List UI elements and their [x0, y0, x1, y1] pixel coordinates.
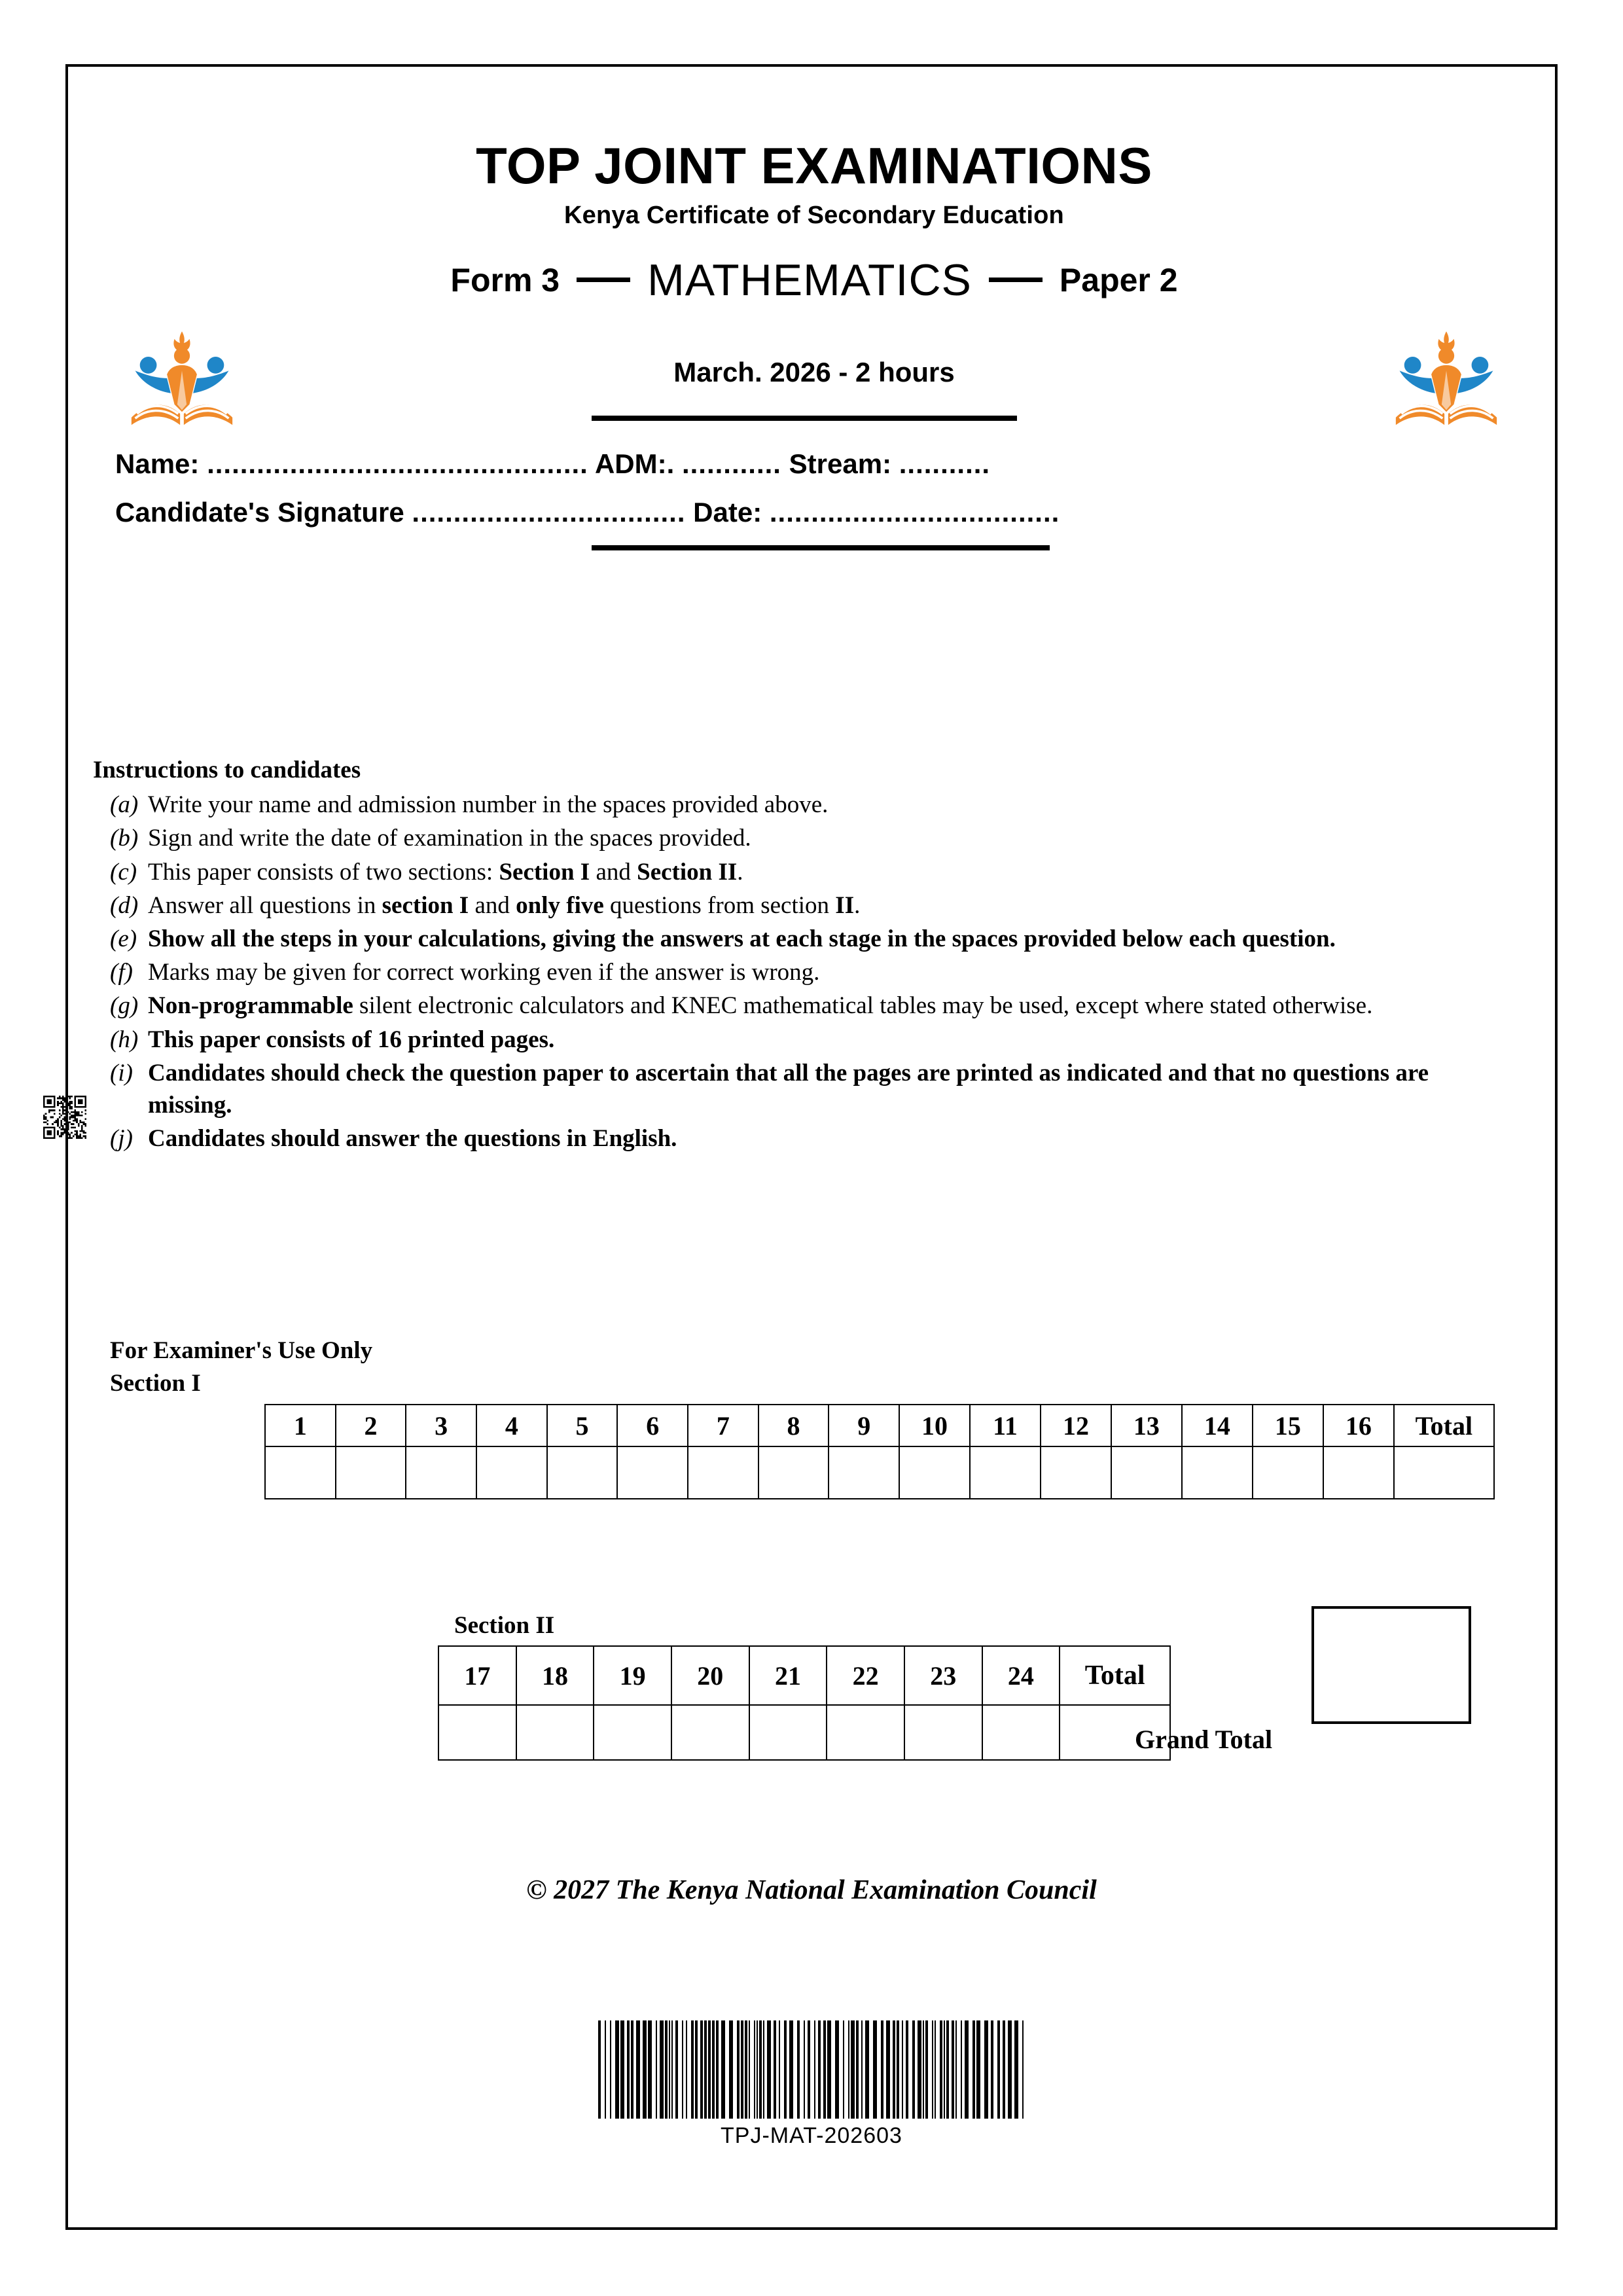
total-header-cell: Total	[1060, 1646, 1170, 1705]
instructions-section	[93, 754, 1520, 1156]
mark-entry-cell[interactable]	[758, 1446, 829, 1499]
name-input[interactable]: ..............................................	[207, 448, 588, 479]
barcode-block	[68, 2020, 1555, 2149]
mark-entry-cell[interactable]	[516, 1705, 594, 1760]
instruction-item	[93, 1024, 1520, 1056]
mark-entry-cell[interactable]	[1253, 1446, 1323, 1499]
mark-entry-cell[interactable]	[1182, 1446, 1253, 1499]
mark-entry-cell[interactable]	[438, 1705, 516, 1760]
instruction-item	[93, 956, 1520, 988]
question-number-cell: 8	[758, 1405, 829, 1446]
mark-entry-cell[interactable]	[336, 1446, 406, 1499]
instruction-marker: (a)	[110, 791, 139, 819]
question-number-cell: 2	[336, 1405, 406, 1446]
mark-entry-cell[interactable]	[594, 1705, 671, 1760]
paper-identification-line	[68, 255, 1560, 306]
exam-title: TOP JOINT EXAMINATIONS	[476, 137, 1152, 194]
question-number-cell: 16	[1323, 1405, 1394, 1446]
mark-entry-cell[interactable]	[688, 1446, 758, 1499]
instruction-text: Non-programmable silent electronic calculators and KNEC mathematical tables may be used, except where stated otherwise.	[148, 992, 1373, 1020]
adm-label: ADM:.	[594, 448, 675, 479]
mark-entry-cell[interactable]	[899, 1446, 970, 1499]
mark-entry-cell[interactable]	[1041, 1446, 1111, 1499]
instruction-item	[93, 789, 1520, 821]
total-header-cell: Total	[1394, 1405, 1494, 1446]
table-row-header	[265, 1405, 1494, 1446]
question-number-cell: 18	[516, 1646, 594, 1705]
adm-input[interactable]: ............	[681, 448, 781, 479]
grand-total-box[interactable]	[1311, 1606, 1471, 1724]
name-field-row	[68, 448, 1560, 480]
instruction-marker: (h)	[110, 1026, 139, 1053]
dash-separator-left	[577, 278, 630, 282]
grand-total-label: Grand Total	[1135, 1725, 1273, 1754]
date-input[interactable]: ...................................	[769, 496, 1060, 528]
document-header	[68, 67, 1560, 550]
copyright-notice: © 2027 The Kenya National Examination Council	[526, 1875, 1097, 1905]
table-row[interactable]	[438, 1705, 1170, 1760]
instruction-marker: (d)	[110, 891, 139, 919]
question-number-cell: 23	[904, 1646, 982, 1705]
exam-date: March. 2026 - 2 hours	[673, 356, 955, 387]
section-2-label: Section II	[454, 1612, 555, 1639]
instruction-marker: (i)	[110, 1059, 133, 1086]
name-label: Name:	[115, 448, 200, 479]
question-number-cell: 22	[827, 1646, 904, 1705]
exam-subtitle: Kenya Certificate of Secondary Education	[564, 201, 1064, 229]
instruction-item	[93, 889, 1520, 922]
instruction-text: Answer all questions in section I and only five questions from section II.	[148, 891, 861, 919]
question-number-cell: 12	[1041, 1405, 1111, 1446]
mark-entry-cell[interactable]	[671, 1705, 749, 1760]
instruction-marker: (j)	[110, 1125, 133, 1153]
instruction-marker: (b)	[110, 825, 139, 852]
barcode-image	[596, 2020, 1027, 2119]
question-number-cell: 24	[982, 1646, 1060, 1705]
question-number-cell: 9	[829, 1405, 899, 1446]
section-1-label: Section I	[110, 1370, 201, 1397]
stream-label: Stream:	[789, 448, 892, 479]
instruction-text: Candidates should answer the questions in English.	[148, 1125, 677, 1153]
page-border	[65, 64, 1558, 2230]
table-row-header	[438, 1646, 1170, 1705]
question-number-cell: 20	[671, 1646, 749, 1705]
instruction-marker: (c)	[110, 858, 137, 886]
question-number-cell: 5	[547, 1405, 618, 1446]
logo-and-date-row	[68, 320, 1560, 444]
mark-entry-cell[interactable]	[829, 1446, 899, 1499]
instructions-list	[93, 789, 1520, 1155]
question-number-cell: 4	[476, 1405, 547, 1446]
instruction-text: This paper consists of two sections: Section I and Section II.	[148, 858, 743, 886]
mark-entry-cell[interactable]	[265, 1446, 336, 1499]
question-number-cell: 6	[617, 1405, 688, 1446]
question-number-cell: 10	[899, 1405, 970, 1446]
header-rule-top	[592, 416, 1017, 421]
total-entry-cell[interactable]	[1394, 1446, 1494, 1499]
instructions-heading: Instructions to candidates	[93, 757, 361, 783]
question-number-cell: 17	[438, 1646, 516, 1705]
institution-logo-right	[1390, 324, 1503, 429]
mark-entry-cell[interactable]	[1111, 1446, 1182, 1499]
candidate-details-block	[68, 448, 1560, 550]
mark-entry-cell[interactable]	[547, 1446, 618, 1499]
dash-separator-right	[989, 278, 1043, 282]
mark-entry-cell[interactable]	[1323, 1446, 1394, 1499]
instruction-text: Write your name and admission number in the spaces provided above.	[148, 791, 829, 819]
instruction-item	[93, 822, 1520, 854]
mark-entry-cell[interactable]	[982, 1705, 1060, 1760]
stream-input[interactable]: ...........	[899, 448, 991, 479]
table-row[interactable]	[265, 1446, 1494, 1499]
section-2-marks-table[interactable]	[438, 1645, 1171, 1761]
instruction-item	[93, 856, 1520, 888]
header-rule-bottom	[592, 545, 1050, 550]
instruction-text: This paper consists of 16 printed pages.	[148, 1026, 555, 1053]
question-number-cell: 19	[594, 1646, 671, 1705]
question-number-cell: 1	[265, 1405, 336, 1446]
signature-label: Candidate's Signature	[115, 496, 404, 528]
date-label: Date:	[693, 496, 762, 528]
mark-entry-cell[interactable]	[827, 1705, 904, 1760]
mark-entry-cell[interactable]	[904, 1705, 982, 1760]
question-number-cell: 3	[406, 1405, 476, 1446]
mark-entry-cell[interactable]	[749, 1705, 827, 1760]
instruction-item	[93, 990, 1520, 1022]
barcode-label: TPJ-MAT-202603	[721, 2123, 902, 2148]
question-number-cell: 21	[749, 1646, 827, 1705]
instruction-marker: (f)	[110, 959, 133, 986]
question-number-cell: 13	[1111, 1405, 1182, 1446]
instruction-text: Sign and write the date of examination in the spaces provided.	[148, 825, 751, 852]
instruction-marker: (g)	[110, 992, 139, 1020]
subject-title: MATHEMATICS	[647, 255, 972, 305]
question-number-cell: 15	[1253, 1405, 1323, 1446]
instruction-item	[93, 923, 1520, 955]
question-number-cell: 14	[1182, 1405, 1253, 1446]
instruction-marker: (e)	[110, 925, 137, 953]
instruction-text: Candidates should check the question paper to ascertain that all the pages are printed as indicated and that no questions are missing.	[148, 1059, 1429, 1119]
mark-entry-cell[interactable]	[406, 1446, 476, 1499]
signature-input[interactable]: .................................	[412, 496, 686, 528]
section-1-marks-table[interactable]	[264, 1404, 1495, 1499]
instruction-item	[93, 1057, 1520, 1121]
instruction-text: Marks may be given for correct working even if the answer is wrong.	[148, 959, 820, 986]
qr-code	[43, 1092, 86, 1143]
mark-entry-cell[interactable]	[970, 1446, 1041, 1499]
signature-field-row	[68, 497, 1560, 528]
instruction-item	[93, 1122, 1520, 1155]
mark-entry-cell[interactable]	[476, 1446, 547, 1499]
question-number-cell: 11	[970, 1405, 1041, 1446]
paper-label: Paper 2	[1059, 261, 1178, 298]
instruction-text: Show all the steps in your calculations, giving the answers at each stage in the spaces provided below each question.	[148, 925, 1336, 953]
examiner-use-heading: For Examiner's Use Only	[110, 1337, 373, 1364]
mark-entry-cell[interactable]	[617, 1446, 688, 1499]
form-label: Form 3	[450, 261, 560, 298]
question-number-cell: 7	[688, 1405, 758, 1446]
